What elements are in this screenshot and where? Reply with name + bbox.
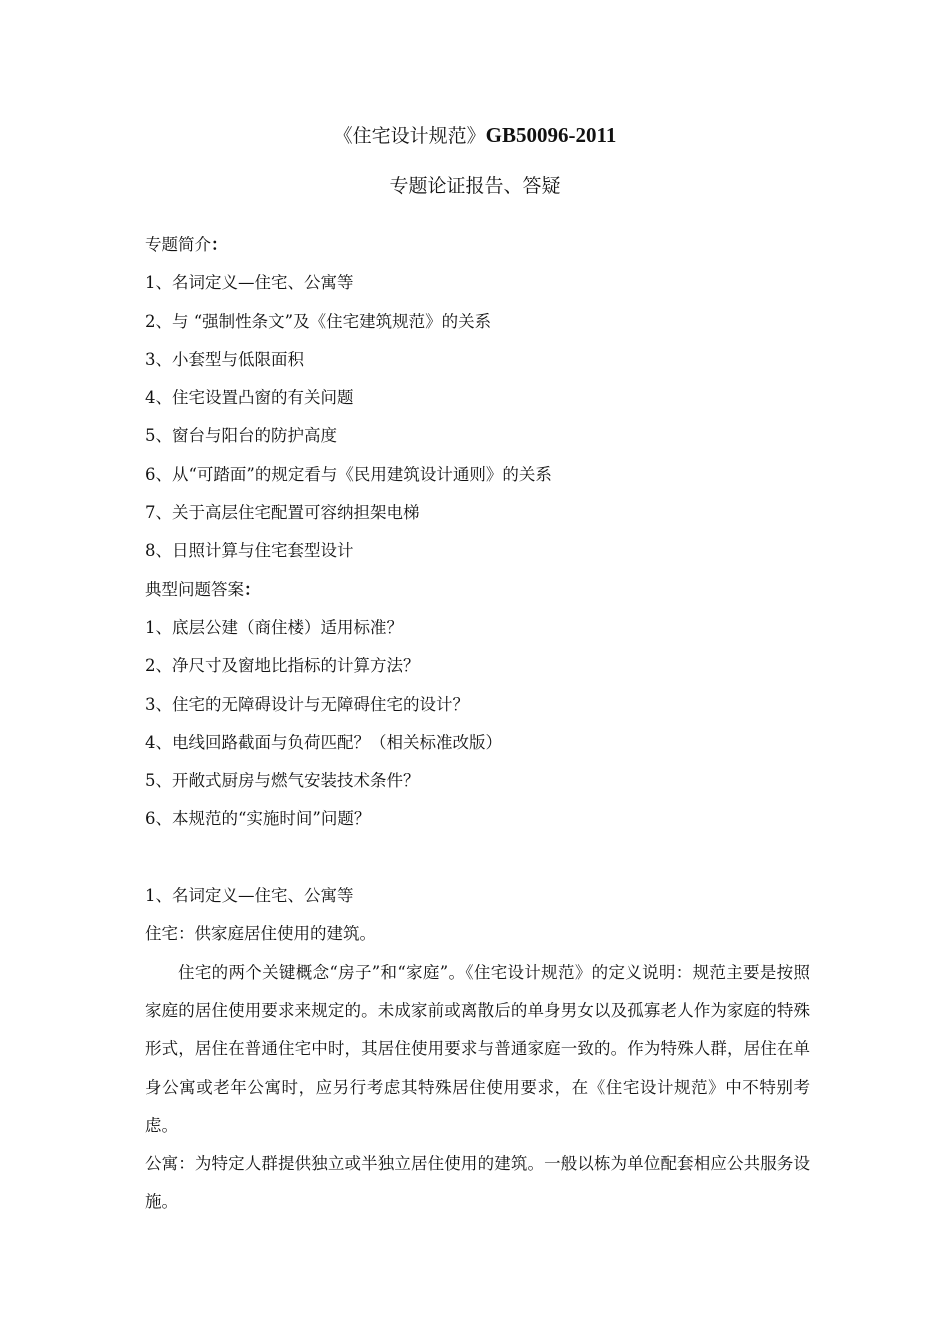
topic-item: 4、住宅设置凸窗的有关问题: [145, 388, 354, 408]
definition-house: 住宅：供家庭居住使用的建筑。: [145, 924, 376, 944]
topic-item: 5、窗台与阳台的防护高度: [145, 426, 337, 446]
qa-item: 1、底层公建（商住楼）适用标准？: [145, 617, 403, 637]
document-subtitle: 专题论证报告、答疑: [389, 175, 561, 197]
section-heading: 1、名词定义—住宅、公寓等: [145, 886, 354, 906]
qa-item: 6、本规范的“实施时间”问题？: [145, 809, 371, 829]
section-paragraph: 住宅的两个关键概念“房子”和“家庭”。《住宅设计规范》的定义说明：规范主要是按照家庭的居住使用要求来规定的。未成家前或离散后的单身男女以及孤寡老人作为家庭的特殊形式，居住在普通住宅中时，其居住使用要求与普通家庭一致的。作为特殊人群，居住在单身公寓或老年公寓时，应另行考虑其特殊居住使用要求，在《住宅设计规范》中不特别考虑。: [145, 962, 810, 1135]
topic-item: 1、名词定义—住宅、公寓等: [145, 273, 354, 293]
document-body: [145, 226, 810, 1222]
qa-heading: 典型问题答案：: [145, 579, 261, 599]
qa-item: 2、净尺寸及窗地比指标的计算方法？: [145, 656, 420, 676]
spacer: [145, 839, 810, 877]
document-title: [0, 122, 950, 149]
qa-item: 5、开敞式厨房与燃气安装技术条件？: [145, 771, 420, 791]
definition-apartment: 公寓：为特定人群提供独立或半独立居住使用的建筑。一般以栋为单位配套相应公共服务设施。: [145, 1154, 810, 1212]
topic-item: 2、与 “强制性条文”及《住宅建筑规范》的关系: [145, 311, 492, 331]
topic-item: 8、日照计算与住宅套型设计: [145, 541, 354, 561]
standard-code: GB50096-2011: [485, 123, 617, 147]
topic-item: 7、关于高层住宅配置可容纳担架电梯: [145, 503, 420, 523]
topic-item: 3、小套型与低限面积: [145, 349, 304, 369]
title-prefix: 《住宅设计规范》: [333, 125, 486, 147]
qa-item: 4、电线回路截面与负荷匹配？（相关标准改版）: [145, 732, 502, 752]
topic-item: 6、从“可踏面”的规定看与《民用建筑设计通则》的关系: [145, 464, 552, 484]
topics-heading: 专题简介：: [145, 235, 228, 254]
qa-item: 3、住宅的无障碍设计与无障碍住宅的设计？: [145, 694, 469, 714]
